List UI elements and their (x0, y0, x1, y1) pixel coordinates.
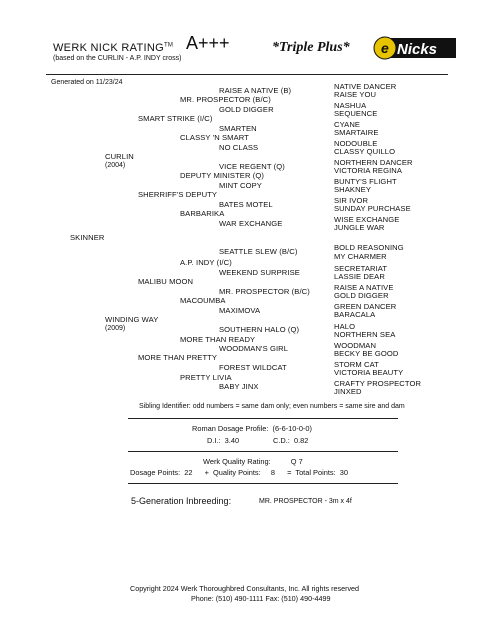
pedigree-g4-10: WEEKEND SURPRISE (219, 268, 300, 277)
pedigree-g5-16: JUNGLE WAR (334, 223, 385, 232)
quality-points-value: 8 (270, 468, 275, 477)
header-divider (46, 74, 448, 75)
divider-3 (128, 483, 398, 484)
report-title (53, 42, 173, 54)
pedigree-g4-6: MINT COPY (219, 181, 262, 190)
pedigree-g4-11: MR. PROSPECTOR (B/C) (219, 287, 310, 296)
pedigree-g5-32: JINXED (334, 387, 362, 396)
pedigree-g3-6: MACOUMBA (180, 296, 226, 305)
pedigree-g5-9: NORTHERN DANCER (334, 158, 413, 167)
pedigree-g5-21: RAISE A NATIVE (334, 283, 394, 292)
pedigree-sire: CURLIN (105, 152, 134, 161)
subject-horse: SKINNER (70, 233, 105, 242)
enicks-logo (372, 36, 458, 60)
di-value: 3.40 (224, 436, 240, 445)
inbreeding-value: MR. PROSPECTOR - 3m x 4f (259, 498, 352, 505)
inbreeding-label: 5-Generation Inbreeding: (131, 496, 232, 506)
pedigree-g5-15: WISE EXCHANGE (334, 215, 400, 224)
pedigree-g5-13: SIR IVOR (334, 196, 369, 205)
quality-rating-label: Werk Quality Rating: (203, 457, 271, 466)
pedigree-g4-14: WOODMAN'S GIRL (219, 344, 289, 353)
trademark: TM (163, 42, 174, 49)
pedigree-g5-3: NASHUA (334, 101, 367, 110)
pedigree-g4-16: BABY JINX (219, 382, 259, 391)
cd-label: C.D.: (273, 436, 290, 445)
pedigree-g2-3: MALIBU MOON (138, 277, 194, 286)
pedigree-g2-1: SMART STRIKE (I/C) (138, 114, 213, 123)
dosage-points-value: 22 (184, 468, 193, 477)
pedigree-dam: WINDING WAY (105, 315, 159, 324)
pedigree-sire-year: (2004) (105, 162, 126, 169)
pedigree-g5-31: CRAFTY PROSPECTOR (334, 379, 422, 388)
generated-date: Generated on 11/23/24 (51, 79, 123, 86)
pedigree-g5-23: GREEN DANCER (334, 302, 397, 311)
total-points-label: Total Points: (295, 468, 336, 477)
svg-text:Nicks: Nicks (397, 41, 438, 58)
pedigree-g4-2: GOLD DIGGER (219, 105, 274, 114)
pedigree-g3-4: BARBARIKA (180, 209, 225, 218)
plus-sign: + (204, 468, 209, 477)
pedigree-g5-5: CYANE (334, 120, 361, 129)
pedigree-g5-4: SEQUENCE (334, 109, 378, 118)
sibling-identifier-note: Sibling Identifier: odd numbers = same dam only; even numbers = same sire and dam (139, 403, 405, 410)
pedigree-g3-3: DEPUTY MINISTER (Q) (180, 171, 265, 180)
divider-1 (128, 418, 398, 419)
pedigree-g4-7: BATES MOTEL (219, 200, 273, 209)
copyright: Copyright 2024 Werk Thoroughbred Consultants, Inc. All rights reserved (130, 584, 360, 593)
pedigree-g4-1: RAISE A NATIVE (B) (219, 86, 292, 95)
pedigree-g2-4: MORE THAN PRETTY (138, 353, 218, 362)
pedigree-g3-2: CLASSY 'N SMART (180, 133, 249, 142)
pedigree-g5-2: RAISE YOU (334, 90, 377, 99)
dosage-profile-value: (6-6-10-0-0) (272, 424, 312, 433)
pedigree-g5-17: BOLD REASONING (334, 243, 404, 252)
pedigree-g5-30: VICTORIA BEAUTY (334, 368, 404, 377)
cd-value: 0.82 (293, 436, 309, 445)
pedigree-g5-29: STORM CAT (334, 360, 379, 369)
pedigree-g5-6: SMARTAIRE (334, 128, 379, 137)
quality-rating-value: Q 7 (290, 457, 303, 466)
pedigree-g3-7: MORE THAN READY (180, 335, 256, 344)
pedigree-g3-5: A.P. INDY (I/C) (180, 258, 232, 267)
total-points-value: 30 (339, 468, 348, 477)
cross-subtitle: (based on the CURLIN - A.P. INDY cross) (53, 55, 182, 62)
svg-text:e: e (381, 40, 389, 56)
pedigree-g4-8: WAR EXCHANGE (219, 219, 283, 228)
pedigree-g5-10: VICTORIA REGINA (334, 166, 403, 175)
pedigree-g5-8: CLASSY QUILLO (334, 147, 396, 156)
equals-sign: = (287, 468, 292, 477)
pedigree-g4-15: FOREST WILDCAT (219, 363, 287, 372)
pedigree-g4-4: NO CLASS (219, 143, 259, 152)
pedigree-g5-24: BARACALA (334, 310, 376, 319)
points-summary (130, 468, 348, 477)
pedigree-g4-9: SEATTLE SLEW (B/C) (219, 247, 298, 256)
dosage-profile (192, 424, 312, 433)
pedigree-g4-3: SMARTEN (219, 124, 257, 133)
divider-2 (128, 451, 398, 452)
dosage-points-label: Dosage Points: (130, 468, 181, 477)
dosage-profile-label: Roman Dosage Profile: (192, 424, 269, 433)
pedigree-g5-20: LASSIE DEAR (334, 272, 385, 281)
pedigree-g5-19: SECRETARIAT (334, 264, 388, 273)
di-label: D.I.: (207, 436, 221, 445)
pedigree-g2-2: SHERRIFF'S DEPUTY (138, 190, 218, 199)
grade-description: *Triple Plus* (272, 40, 350, 55)
pedigree-g5-26: NORTHERN SEA (334, 330, 396, 339)
pedigree-g5-18: MY CHARMER (334, 252, 387, 261)
center-of-distribution (273, 436, 308, 445)
pedigree-g4-13: SOUTHERN HALO (Q) (219, 325, 300, 334)
pedigree-g4-12: MAXIMOVA (219, 306, 261, 315)
pedigree-g5-22: GOLD DIGGER (334, 291, 389, 300)
pedigree-g4-5: VICE REGENT (Q) (219, 162, 285, 171)
pedigree-g3-8: PRETTY LIVIA (180, 373, 232, 382)
dosage-index (207, 436, 239, 445)
pedigree-g5-28: BECKY BE GOOD (334, 349, 399, 358)
title-text: WERK NICK RATING (53, 42, 164, 54)
contact-phone: Phone: (510) 490-1111 Fax: (510) 490-4499 (191, 594, 331, 603)
nick-grade: A+++ (186, 33, 230, 53)
pedigree-g5-25: HALO (334, 322, 356, 331)
pedigree-g5-7: NODOUBLE (334, 139, 378, 148)
werk-quality-rating (203, 457, 303, 466)
pedigree-g3-1: MR. PROSPECTOR (B/C) (180, 95, 271, 104)
pedigree-dam-year: (2009) (105, 325, 126, 332)
pedigree-g5-14: SUNDAY PURCHASE (334, 204, 411, 213)
pedigree-g5-12: SHAKNEY (334, 185, 371, 194)
pedigree-g5-27: WOODMAN (334, 341, 377, 350)
pedigree-g5-1: NATIVE DANCER (334, 82, 397, 91)
quality-points-label: Quality Points: (213, 468, 261, 477)
pedigree-g5-11: BUNTY'S FLIGHT (334, 177, 397, 186)
